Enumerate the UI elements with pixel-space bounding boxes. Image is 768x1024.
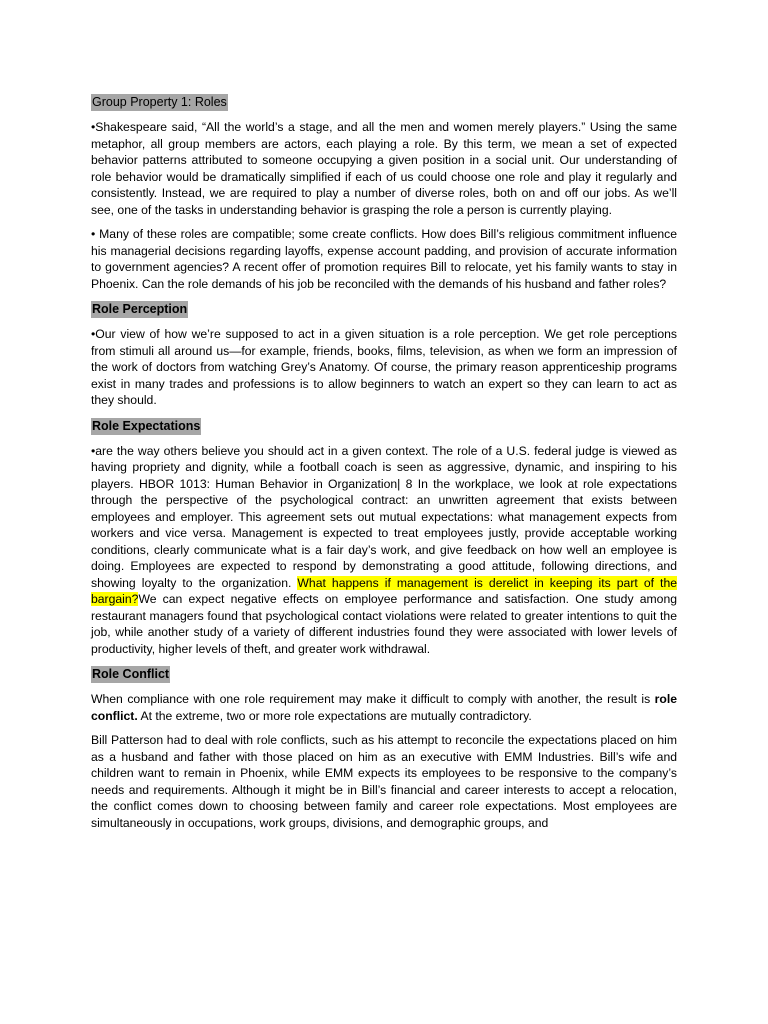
paragraph <box>91 443 677 658</box>
highlighted-text: What happens if management is derelict in keeping its part of the bargain? <box>91 575 677 606</box>
section-heading: Role Expectations <box>92 418 201 433</box>
section-role-perception <box>91 300 677 409</box>
document-page <box>91 93 677 839</box>
paragraph: •Our view of how we’re supposed to act in a given situation is a role perception. We get role perceptions from stimuli all around us—for example, friends, books, films, television, as when we form an impression of the work of doctors from watching Grey’s Anatomy. Of course, the primary reason apprenticeship programs exist in many trades and professions is to allow beginners to watch an expert so they can learn to act as they should. <box>91 327 677 407</box>
paragraph-text: •are the way others believe you should act in a given context. The role of a U.S. federal judge is viewed as having propriety and dignity, while a football coach is seen as aggressive, dynamic, and inspiring to his players. HBOR 1013: Human Behavior in Organization| 8 In the workplace, we look at role expectations through the perspective of the psychological contract: an unwritten agreement that exists between employees and employer. This agreement sets out mutual expectations: what management expects from workers and vice versa. Management is expected to treat employees justly, provide acceptable working conditions, clearly communicate what is a fair day’s work, and give feedback on how well an employee is doing. Employees are expected to respond by demonstrating a good attitude, following directions, and showing loyalty to the organization. <box>91 443 677 590</box>
paragraph: Bill Patterson had to deal with role conflicts, such as his attempt to reconcile the expectations placed on him as a husband and father with those placed on him as an executive with EMM Industries. Bill’s wife and children want to remain in Phoenix, while EMM expects its employees to be responsive to the company’s needs and requirements. Although it might be in Bill’s financial and career interests to accept a relocation, the conflict comes down to choosing between family and career role expectations. Most employees are simultaneously in occupations, work groups, divisions, and demographic groups, and <box>91 733 677 830</box>
paragraph <box>91 691 677 724</box>
section-role-expectations <box>91 417 677 658</box>
bold-term: role conflict. <box>91 692 677 723</box>
paragraph: •Shakespeare said, “All the world’s a stage, and all the men and women merely players.” Using the same metaphor, all group members are actors, each playing a role. By this term, we mean a set of expected behavior patterns attributed to someone occupying a given position in a social unit. Our understanding of role behavior would be dramatically simplified if each of us could choose one role and play it regularly and consistently. Instead, we are required to play a number of diverse roles, both on and off our jobs. As we’ll see, one of the tasks in understanding behavior is grasping the role a person is currently playing. <box>91 120 677 217</box>
paragraph-text: At the extreme, two or more role expectations are mutually contradictory. <box>137 708 532 723</box>
section-heading: Role Perception <box>92 302 188 316</box>
section-heading: Role Conflict <box>92 667 170 681</box>
paragraph: • Many of these roles are compatible; some create conflicts. How does Bill’s religious commitment influence his managerial decisions regarding layoffs, expense account padding, and provision of accurate information to government agencies? A recent offer of promotion requires Bill to relocate, yet his family wants to stay in Phoenix. Can the role demands of his job be reconciled with the demands of his husband and father roles? <box>91 227 677 291</box>
paragraph-text: We can expect negative effects on employee performance and satisfaction. One study among restaurant managers found that psychological contact violations were related to greater intentions to quit the job, while another study of a variety of different industries found they were associated with lower levels of productivity, higher levels of theft, and greater work withdrawal. <box>91 592 677 656</box>
section-group-property-roles <box>91 93 677 292</box>
section-role-conflict <box>91 665 677 831</box>
section-heading: Group Property 1: Roles <box>92 95 227 109</box>
paragraph-text: When compliance with one role requirement may make it difficult to comply with another, the result is <box>91 692 655 706</box>
